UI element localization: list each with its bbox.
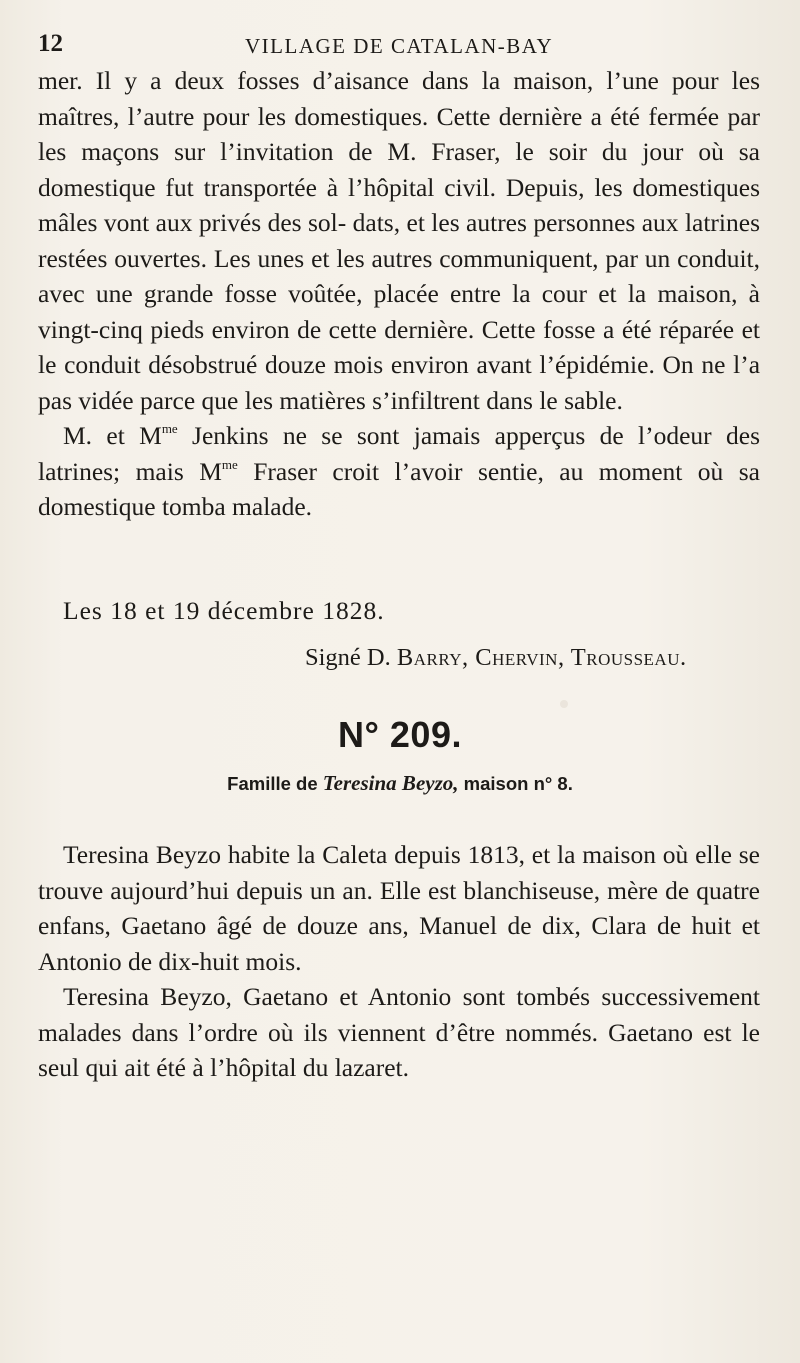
paragraph-jenkins (38, 418, 760, 525)
text-run: M. et M (63, 421, 162, 450)
text-line: Depuis, les domestiques mâles vont aux privés des sol- (38, 172, 761, 237)
paragraph-beyzo-family: Teresina Beyzo habite la Caleta depuis 1813, et la maison où elle se trouve aujourd’hui depuis un an. Elle est blanchiseuse, mère de quatre enfans, Gaetano âgé de douze ans, Manuel de dix, Clara de huit et Antonio de dix-huit mois. (38, 840, 760, 976)
paper-stain (560, 700, 568, 708)
page-number: 12 (38, 30, 63, 57)
paper-stain (96, 1060, 101, 1065)
signature-prefix: Signé D. (305, 644, 397, 671)
text-line: fosse a été réparée et le conduit désobstrué douze mois (38, 314, 761, 379)
text-line: mer. Il y a deux fosses d’aisance dans la maison, l’une pour (38, 66, 719, 95)
text-line: fermée par les maçons sur l’invitation de M. Fraser, le soir (38, 101, 760, 166)
date-line: Les 18 et 19 décembre 1828. (63, 596, 385, 625)
text-run: Fraser croit l’avoir sentie, au moment où sa domestique tomba malade. (38, 456, 760, 521)
text-block-top (38, 63, 760, 525)
entry-number-heading: N° 209. (338, 714, 462, 755)
text-line: les matières s’infiltrent dans le sable. (244, 385, 623, 415)
entry-subtitle (0, 771, 800, 796)
subtitle-suffix: maison n° 8. (458, 773, 573, 794)
subtitle-name: Teresina Beyzo, (322, 771, 459, 795)
text-run: Jenkins ne se sont jamais apperçus de l’odeur des latrines; mais M (38, 421, 760, 486)
paragraph-beyzo-illness: Teresina Beyzo, Gaetano et Antonio sont tombés successivement malades dans l’ordre où ils viennent d’être nommés. Gaetano est le seul qui ait été à l’hôpital du lazaret. (38, 982, 760, 1082)
superscript: me (161, 421, 178, 436)
text-line: du jour où sa domestique fut transportée à l’hôpital civil. (38, 137, 761, 202)
text-line: dats, et les autres personnes aux latrines restées ouvertes. (38, 208, 760, 273)
running-head: VILLAGE DE CATALAN-BAY (245, 34, 554, 58)
text-line: environ avant l’épidémie. On ne l’a pas vidée parce que (38, 350, 761, 415)
signature-names: Barry, Chervin, Trousseau. (396, 644, 687, 671)
signature-line (305, 644, 687, 672)
text-line: Les unes et les autres communiquent, par un conduit, (213, 243, 761, 273)
subtitle-prefix: Famille de (227, 773, 323, 794)
superscript: me (221, 456, 238, 472)
text-line: avec une grande fosse voûtée, placée entre la cour et la (38, 279, 647, 308)
text-block-bottom (38, 837, 760, 1086)
text-line: les maîtres, l’autre pour les domestiques. Cette dernière a été (38, 66, 760, 131)
paragraph-latrines (38, 63, 760, 418)
text-line: maison, à vingt-cinq pieds environ de cette dernière. Cette (38, 279, 760, 344)
